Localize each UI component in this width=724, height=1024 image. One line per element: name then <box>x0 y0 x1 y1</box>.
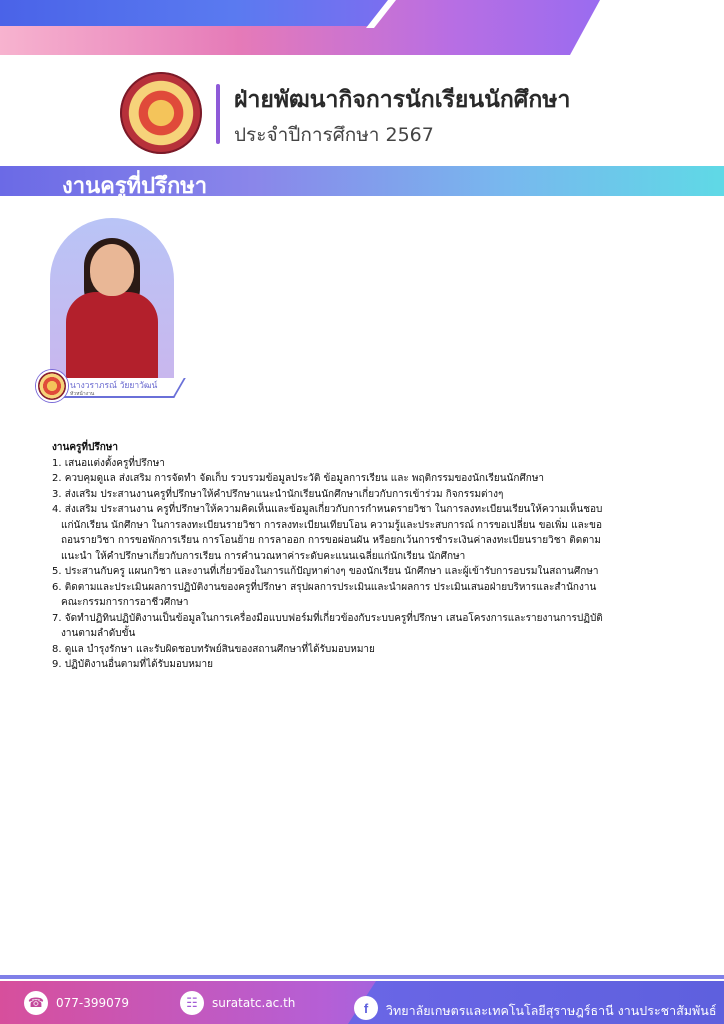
profile-photo <box>50 218 174 378</box>
duty-item: 4. ส่งเสริม ประสานงาน ครูที่ปรึกษาให้ความคิดเห็นและข้อมูลเกี่ยวกับการกำหนดรายวิชา ในการลงทะเบียนเรียนให้ความเห็นชอบแก่นักเรียน นักศึกษา ในการลงทะเบียนรายวิชา การลงทะเบียนเทียบโอน ความรู้และประสบการณ์ การขอเปลี่ยน ขอเพิ่ม และขอถอนรายวิชา การขอพักการเรียน การโอนย้าย การลาออก การขอผ่อนผัน หรือยกเว้นการชำระเงินค่าลงทะเบียนรายวิชา ติดตาม แนะนำ ให้คำปรึกษาเกี่ยวกับการเรียน การคำนวณหาค่าระดับคะแนนเฉลี่ยแก่นักเรียน นักศึกษา <box>52 504 603 562</box>
photo-face <box>90 244 134 296</box>
duties-heading: งานครูที่ปรึกษา <box>52 442 118 453</box>
college-seal-logo <box>120 72 202 154</box>
mini-seal-logo <box>36 370 68 402</box>
duty-item: 2. ควบคุมดูแล ส่งเสริม การจัดทำ จัดเก็บ รวบรวมข้อมูลประวัติ ข้อมูลการเรียน และ พฤติกรรมของนักเรียนนักศึกษา <box>52 473 545 484</box>
page-title: ฝ่ายพัฒนากิจการนักเรียนนักศึกษา <box>234 87 571 113</box>
duty-item: 8. ดูแล บำรุงรักษา และรับผิดชอบทรัพย์สินของสถานศึกษาที่ได้รับมอบหมาย <box>52 643 375 655</box>
facebook-icon: f <box>354 996 378 1020</box>
footer-facebook-link[interactable]: วิทยาลัยเกษตรและเทคโนโลยีสุราษฎร์ธานี งานประชาสัมพันธ์ <box>386 1003 717 1018</box>
duty-item: 1. เสนอแต่งตั้งครูที่ปรึกษา <box>52 457 165 469</box>
phone-icon: ☎ <box>24 991 48 1015</box>
section-title: งานครูที่ปรึกษา <box>62 174 208 199</box>
top-decorative-stripe <box>0 0 390 26</box>
duties-section <box>52 440 612 673</box>
globe-icon: ☷ <box>180 991 204 1015</box>
photo-shirt <box>66 292 158 378</box>
duty-item: 3. ส่งเสริม ประสานงานครูที่ปรึกษาให้คำปรึกษาแนะนำนักเรียนนักศึกษาเกี่ยวกับการเข้าร่วม กิจกรรมต่างๆ <box>52 488 504 500</box>
footer-accent-line <box>0 975 724 979</box>
profile-role: หัวหน้างาน <box>70 391 95 397</box>
duty-item: 5. ประสานกับครู แผนกวิชา และงานที่เกี่ยวข้องในการแก้ปัญหาต่างๆ ของนักเรียน นักศึกษา และผู้เข้ารับการอบรมในสถานศึกษา <box>52 566 599 577</box>
profile-name: นางวราภรณ์ วัยยาวัฒน์ <box>70 381 158 391</box>
duty-item: 9. ปฏิบัติงานอื่นตามที่ได้รับมอบหมาย <box>52 659 213 670</box>
footer-phone[interactable]: 077-399079 <box>56 996 130 1010</box>
footer-website-link[interactable]: suratatc.ac.th <box>212 996 296 1010</box>
duty-item: 7. จัดทำปฏิทินปฏิบัติงานเป็นข้อมูลในการเครื่องมือแบบฟอร์มที่เกี่ยวข้องกับระบบครูที่ปรึกษา เสนอโครงการและรายงานการปฏิบัติงานตามลำดับขั้น <box>52 612 603 639</box>
page-subtitle: ประจำปีการศึกษา 2567 <box>234 124 434 146</box>
duty-item: 6. ติดตามและประเมินผลการปฏิบัติงานของครูที่ปรึกษา สรุปผลการประเมินและนำผลการ ประเมินเสนอฝ่ายบริหารและสำนักงานคณะกรรมการการอาชีวศึกษา <box>52 581 597 608</box>
header-divider <box>216 84 220 144</box>
